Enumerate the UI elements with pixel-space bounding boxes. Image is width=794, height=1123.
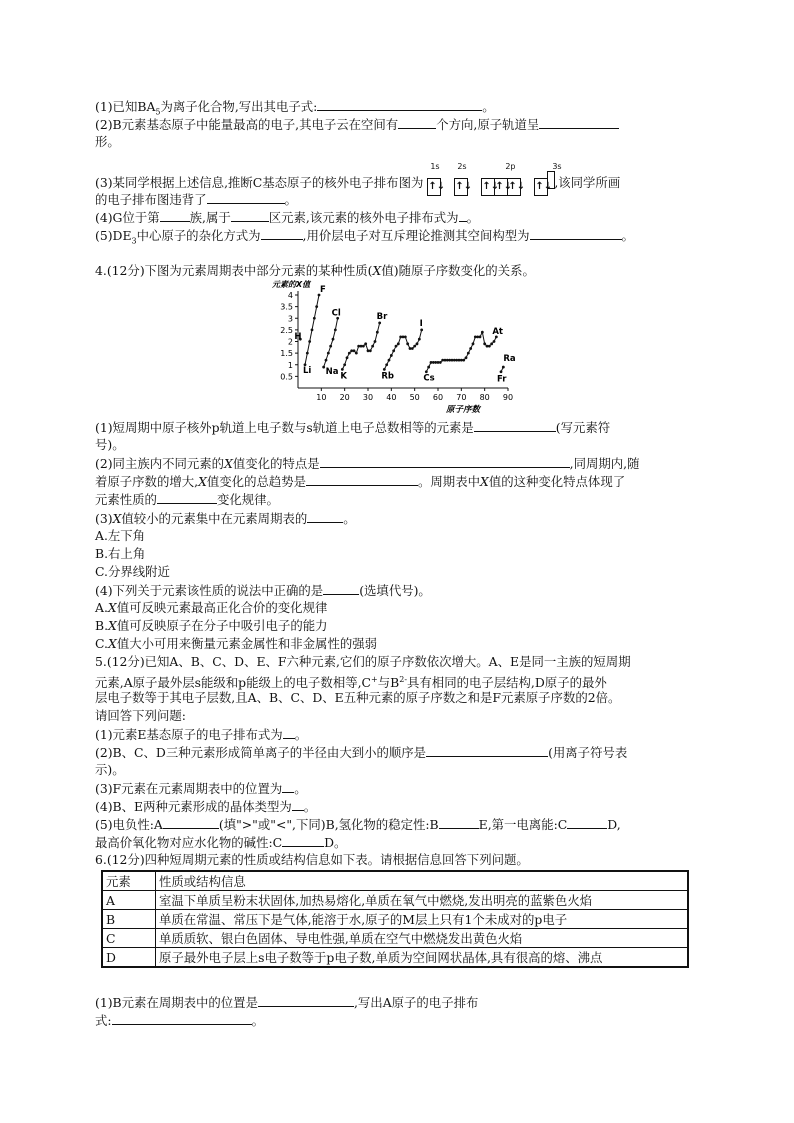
data-point (427, 366, 430, 369)
q4-part2: (2)同主族内不同元素的X值变化的特点是 ,同周期内,随 (95, 456, 640, 471)
q3-part5: $(5)DE_3$中心原子的杂化方式为 ,用价层电子对互斥理论推测其空间构型为 。 (95, 228, 634, 246)
table-row (102, 891, 688, 910)
data-point (329, 345, 332, 348)
y-tick-label: 0.5 (280, 372, 293, 382)
data-point (481, 331, 484, 334)
data-point (327, 352, 330, 355)
data-point (479, 335, 482, 338)
data-point (390, 354, 393, 357)
q5-part3: (3)F元素在元素周期表中的位置为 。 (95, 781, 307, 796)
q4-part4-opt-a: A.X值可反映元素最高正化合价的变化规律 (95, 600, 328, 615)
q4-part1: (1)短周期中原子核外p轨道上电子数与s轨道上电子总数相等的元素是 (写元素符 (95, 420, 611, 435)
answer-blank[interactable] (530, 226, 622, 240)
data-point (306, 352, 309, 355)
element-label: F (320, 285, 326, 295)
data-point (364, 342, 367, 345)
data-point (411, 347, 414, 350)
data-point (355, 352, 358, 355)
data-point (404, 335, 407, 338)
answer-blank[interactable] (306, 472, 418, 486)
data-point (490, 342, 493, 345)
answer-blank[interactable] (323, 581, 359, 595)
table-header: 元素 (102, 871, 156, 891)
element-info-table (101, 870, 689, 968)
x-tick-label: 20 (339, 393, 350, 402)
data-point (378, 322, 381, 325)
q3-part1: (1)已知$BA_5$为离子化合物,写出其电子式: 。 (95, 99, 495, 117)
q5-stem-3: 层电子数等于其电子层数,且A、B、C、D、E五种元素的原子序数之和是F元素原子序数的2倍。 (95, 690, 621, 705)
q5-stem-2: 元素,A原子最外层s能级和p能级上的电子数相等,C+与$B^{2-}$具有相同的电子层结构,D原子的最外 (95, 675, 607, 691)
x-tick-label: 40 (386, 393, 397, 402)
data-point (369, 349, 372, 352)
data-point (334, 328, 337, 331)
data-point (425, 370, 428, 373)
answer-blank[interactable] (567, 815, 607, 829)
data-point (353, 349, 356, 352)
q6-part1-cont: 式: 。 (95, 1013, 264, 1028)
y-axis-label: 元素的X值 (272, 280, 311, 289)
y-tick-label: 2 (287, 337, 293, 347)
data-point (332, 338, 335, 341)
data-point (388, 359, 391, 362)
q4-part4-opt-b: B.X值可反映原子在分子中吸引电子的能力 (95, 618, 328, 633)
table-header-row (102, 871, 688, 891)
q3-part3-cont: 的电子排布图违背了 。 (95, 192, 297, 207)
answer-blank[interactable] (426, 743, 548, 757)
answer-blank[interactable] (459, 208, 467, 222)
table-cell: C (102, 929, 156, 948)
q4-part4: (4)下列关于元素该性质的说法中正确的是 (选填代号)。 (95, 583, 431, 598)
orbital-diagram: 1s 2s 2p 3s ↑↓ ↑↓ ↑↓↑↓↑↓ ↑↓ (427, 171, 554, 196)
data-point (416, 342, 419, 345)
y-tick-label: 2.5 (280, 325, 293, 335)
element-label: Li (303, 365, 312, 376)
q5-stem-1: 5.(12分)已知A、B、C、D、E、F六种元素,它们的原子序数依次增大。A、E是同一主族的短周期 (95, 654, 631, 669)
q4-part1-cont: 号)。 (95, 437, 125, 452)
answer-blank[interactable] (112, 1011, 252, 1025)
x-value-chart (262, 280, 522, 415)
table-row (102, 929, 688, 948)
data-point (502, 366, 505, 369)
data-point (341, 368, 344, 371)
data-point (500, 370, 503, 373)
answer-blank[interactable] (231, 208, 269, 222)
data-point (313, 317, 316, 320)
q6-part1: (1)B元素在周期表中的位置是 ,写出A原子的电子排布 (95, 995, 479, 1010)
answer-blank[interactable] (317, 97, 482, 111)
answer-blank[interactable] (292, 797, 304, 811)
element-label: Br (376, 311, 388, 322)
data-point (469, 347, 472, 350)
answer-blank[interactable] (282, 833, 324, 847)
table-cell: D (102, 948, 156, 968)
data-point (397, 342, 400, 345)
q5-part1: (1)元素E基态原子的电子排布式为 。 (95, 727, 308, 742)
element-label: Rb (381, 371, 394, 382)
data-point (493, 340, 496, 343)
data-point (465, 356, 468, 359)
answer-blank[interactable] (163, 815, 219, 829)
table-cell: A (102, 891, 156, 910)
table-row (102, 948, 688, 968)
data-point (315, 305, 318, 308)
q5-part4: (4)B、E两种元素形成的晶体类型为 。 (95, 799, 317, 814)
data-point (376, 331, 379, 334)
table-cell: 单质在常温、常压下是气体,能溶于水,原子的M层上只有1个未成对的p电子 (156, 910, 689, 929)
x-tick-label: 80 (479, 393, 490, 402)
data-point (488, 345, 491, 348)
data-point (374, 340, 377, 343)
q4-part4-opt-c: C.X值大小可用来衡量元素金属性和非金属性的强弱 (95, 636, 378, 651)
data-point (362, 345, 365, 348)
data-point (308, 340, 311, 343)
answer-blank[interactable] (261, 226, 303, 240)
q4-part3: (3)X值较小的元素集中在元素周期表的 。 (95, 511, 356, 526)
table-header: 性质或结构信息 (156, 871, 689, 891)
data-point (322, 366, 325, 369)
q3-part3: (3)某同学根据上述信息,推断C基态原子的核外电子排布图为 1s 2s 2p 3s ↑↓ ↑↓ ↑↓↑↓↑↓ ↑↓ ,该同学所画 (95, 171, 620, 196)
answer-blank[interactable] (307, 509, 343, 523)
q4-part2-cont: 着原子序数的增大,X值变化的总趋势是 。周期表中X值的这种变化特点体现了 (95, 474, 626, 489)
y-tick-label: 3.5 (280, 302, 293, 312)
answer-blank[interactable] (258, 993, 354, 1007)
element-label: Cs (423, 373, 435, 384)
y-tick-label: 4 (287, 291, 293, 300)
series-line (426, 332, 496, 372)
table-cell: 单质质软、银白色固体、导电性强,单质在空气中燃烧发出黄色火焰 (156, 929, 689, 948)
data-point (395, 345, 398, 348)
x-tick-label: 50 (409, 393, 420, 402)
q4-part2-cont2: 元素性质的 变化规律。 (95, 492, 279, 507)
element-label: At (492, 326, 503, 337)
table-cell: 室温下单质呈粉末状固体,加热易熔化,单质在氧气中燃烧,发出明亮的蓝紫色火焰 (156, 891, 689, 910)
answer-blank[interactable] (320, 454, 570, 468)
q3-part2: (2)B元素基态原子中能量最高的电子,其电子云在空间有 个方向,原子轨道呈 (95, 115, 619, 134)
q3-part4: (4)G位于第 族,属于 区元素,该元素的核外电子排布式为 。 (95, 210, 479, 225)
data-point (392, 349, 395, 352)
x-tick-label: 70 (456, 393, 467, 402)
data-point (467, 352, 470, 355)
data-point (418, 338, 421, 341)
answer-blank[interactable] (398, 115, 436, 129)
table-cell: B (102, 910, 156, 929)
q5-part5: (5)电负性:A (填">"或"<",下同)B,氢化物的稳定性:B E,第一电离能:C D, (95, 817, 621, 832)
table-cell: 原子最外电子层上s电子数等于p电子数,单质为空间网状晶体,具有很高的熔、沸点 (156, 948, 689, 968)
q3-part2-cont: 形。 (95, 134, 120, 149)
answer-blank[interactable] (439, 815, 479, 829)
answer-blank[interactable] (207, 190, 285, 204)
answer-blank[interactable] (282, 779, 294, 793)
element-label: I (419, 318, 423, 329)
answer-blank[interactable] (539, 115, 619, 129)
element-label: H (294, 332, 302, 343)
data-point (406, 342, 409, 345)
data-point (383, 368, 386, 371)
q4-stem: 4.(12分)下图为元素周期表中部分元素的某种性质(X值)随原子序数变化的关系。 (95, 263, 535, 278)
data-point (420, 328, 423, 331)
data-point (348, 352, 351, 355)
data-point (343, 363, 346, 366)
x-tick-label: 10 (316, 393, 327, 402)
q6-stem: 6.(12分)四种短周期元素的性质或结构信息如下表。请根据信息回答下列问题。 (95, 852, 529, 867)
answer-blank[interactable] (474, 418, 556, 432)
data-point (325, 359, 328, 362)
data-point (311, 328, 314, 331)
element-label: Fr (497, 374, 507, 385)
q5-part5-cont: 最高价氧化物对应水化物的碱性:C D。 (95, 835, 347, 850)
y-tick-label: 3 (287, 314, 293, 324)
data-point (472, 342, 475, 345)
x-tick-label: 90 (502, 393, 514, 402)
data-point (483, 342, 486, 345)
answer-blank[interactable] (283, 725, 295, 739)
data-point (439, 361, 442, 364)
q5-part2: (2)B、C、D三种元素形成简单离子的半径由大到小的顺序是 (用离子符号表 (95, 745, 628, 760)
data-point (385, 363, 388, 366)
data-point (371, 345, 374, 348)
q4-option-b: B.右上角 (95, 546, 146, 561)
y-tick-label: 1 (287, 360, 293, 370)
element-label: Cl (331, 308, 341, 319)
q4-option-c: C.分界线附近 (95, 564, 170, 579)
answer-blank[interactable] (160, 208, 190, 222)
answer-blank[interactable] (157, 490, 217, 504)
element-label: Ra (503, 354, 516, 365)
q5-stem-4: 请回答下列问题: (95, 708, 186, 723)
data-point (413, 345, 416, 348)
data-point (346, 356, 349, 359)
x-tick-label: 30 (362, 393, 374, 402)
element-label: K (340, 371, 347, 382)
data-point (462, 359, 465, 362)
x-tick-label: 60 (432, 393, 444, 402)
y-tick-label: 1.5 (280, 349, 293, 359)
x-axis-label: 原子序数 (446, 405, 481, 415)
table-row (102, 910, 688, 929)
q4-option-a: A.左下角 (95, 528, 146, 543)
element-label: Na (325, 367, 339, 378)
q5-part2-cont: 示)。 (95, 762, 125, 777)
